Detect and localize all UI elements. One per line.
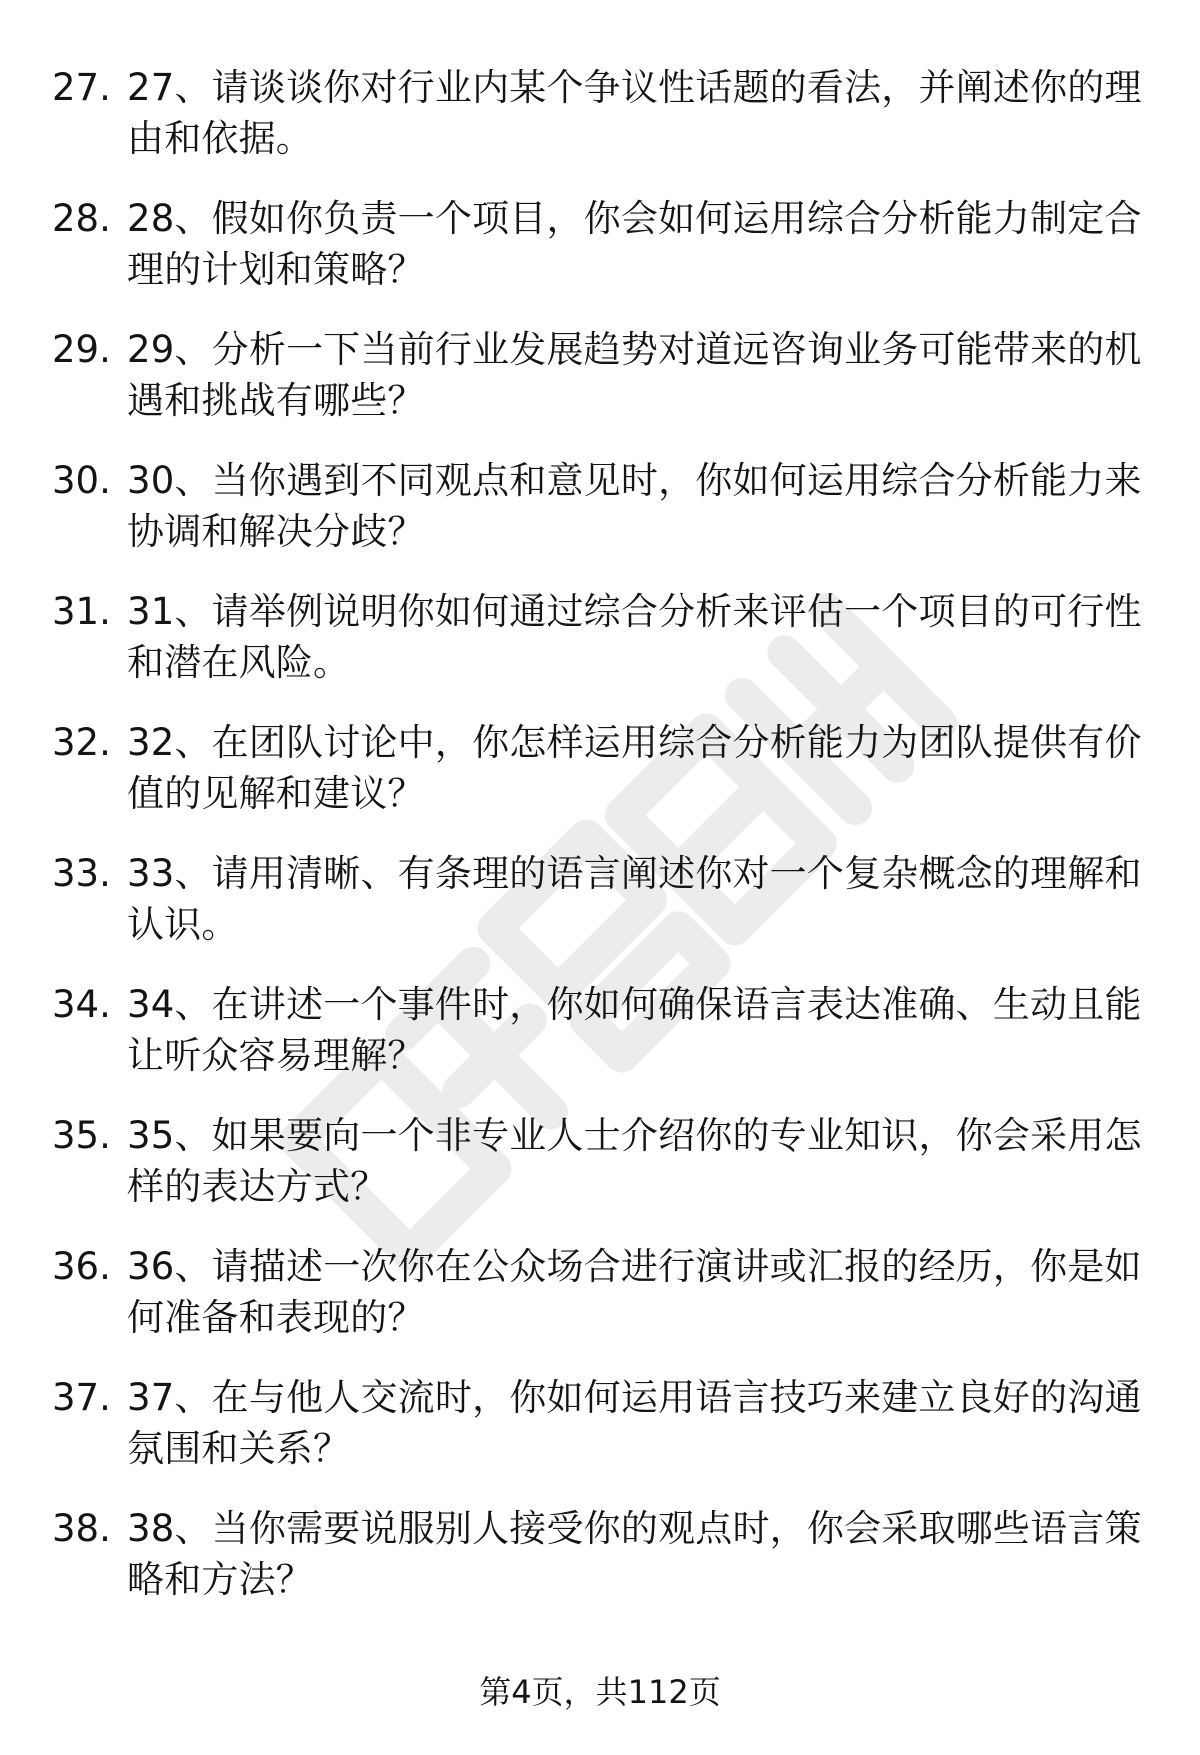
question-text: 28、假如你负责一个项目，你会如何运用综合分析能力制定合理的计划和策略？ — [127, 197, 1142, 291]
question-item — [0, 1110, 1200, 1241]
question-item — [0, 455, 1200, 586]
question-text: 38、当你需要说服别人接受你的观点时，你会采取哪些语言策略和方法？ — [127, 1507, 1142, 1601]
question-number: 30. — [52, 459, 111, 502]
question-item — [0, 1241, 1200, 1372]
question-number: 31. — [52, 590, 111, 633]
question-item — [0, 193, 1200, 324]
question-number: 28. — [52, 197, 111, 240]
question-text: 36、请描述一次你在公众场合进行演讲或汇报的经历，你是如何准备和表现的？ — [127, 1245, 1142, 1339]
question-text: 34、在讲述一个事件时，你如何确保语言表达准确、生动且能让听众容易理解？ — [127, 983, 1142, 1077]
question-item — [0, 586, 1200, 717]
question-item — [0, 848, 1200, 979]
question-text: 37、在与他人交流时，你如何运用语言技巧来建立良好的沟通氛围和关系？ — [127, 1376, 1142, 1470]
question-list — [0, 62, 1200, 1634]
question-number: 33. — [52, 852, 111, 895]
question-item — [0, 1372, 1200, 1503]
question-text: 35、如果要向一个非专业人士介绍你的专业知识，你会采用怎样的表达方式？ — [127, 1114, 1142, 1208]
question-item — [0, 324, 1200, 455]
question-text: 32、在团队讨论中，你怎样运用综合分析能力为团队提供有价值的见解和建议？ — [127, 721, 1142, 815]
question-number: 29. — [52, 328, 111, 371]
question-item — [0, 979, 1200, 1110]
question-number: 37. — [52, 1376, 111, 1419]
page-number-footer: 第4页，共112页 — [479, 1673, 721, 1711]
question-text: 30、当你遇到不同观点和意见时，你如何运用综合分析能力来协调和解决分歧？ — [127, 459, 1142, 553]
question-text: 29、分析一下当前行业发展趋势对道远咨询业务可能带来的机遇和挑战有哪些？ — [127, 328, 1142, 422]
question-text: 33、请用清晰、有条理的语言阐述你对一个复杂概念的理解和认识。 — [127, 852, 1142, 946]
question-number: 32. — [52, 721, 111, 764]
question-number: 35. — [52, 1114, 111, 1157]
question-item — [0, 62, 1200, 193]
question-text: 27、请谈谈你对行业内某个争议性话题的看法，并阐述你的理由和依据。 — [127, 66, 1142, 160]
question-item — [0, 1503, 1200, 1634]
question-number: 38. — [52, 1507, 111, 1550]
question-item — [0, 717, 1200, 848]
question-text: 31、请举例说明你如何通过综合分析来评估一个项目的可行性和潜在风险。 — [127, 590, 1142, 684]
question-number: 36. — [52, 1245, 111, 1288]
question-number: 27. — [52, 66, 111, 109]
question-number: 34. — [52, 983, 111, 1026]
